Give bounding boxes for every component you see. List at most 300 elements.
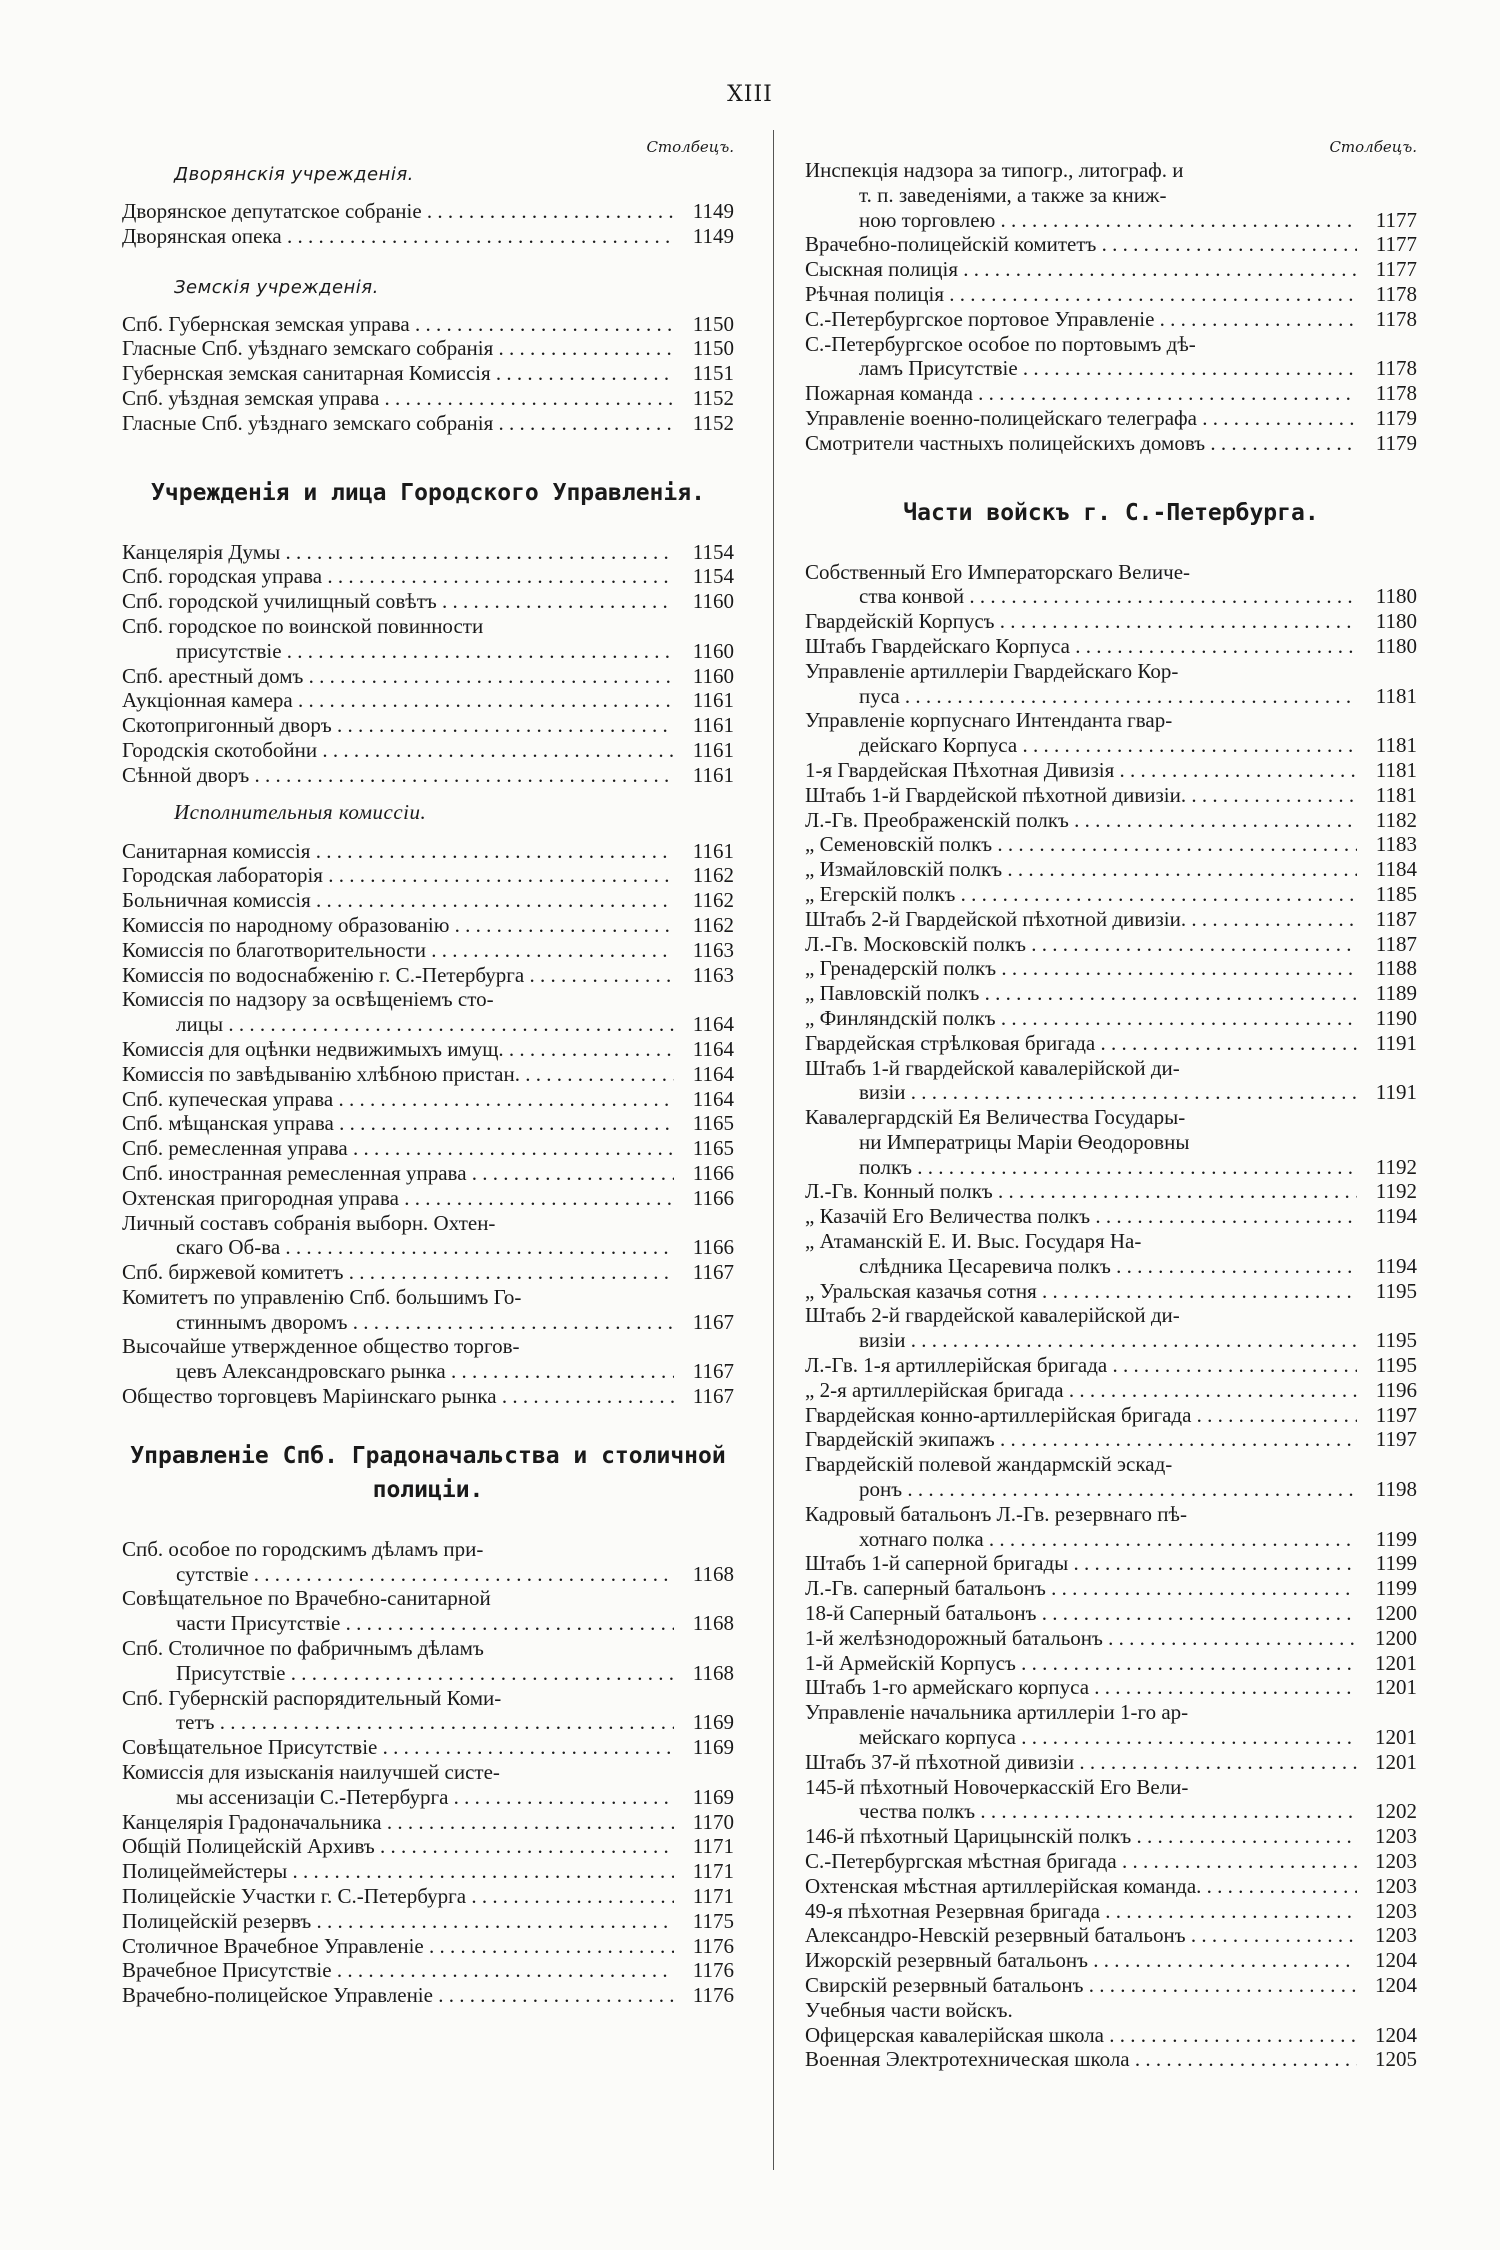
entry-column-number: 1181 [1375,683,1417,708]
index-entry [122,1285,734,1335]
entry-title-line: Свирскій резервный батальонъ . . . [805,1973,1357,1998]
entry-column-number: 1204 [1375,1948,1417,1973]
index-entry [122,564,734,589]
entry-column-number: 1170 [692,1809,734,1834]
index-entry [805,808,1417,833]
entry-title-line: визіи . . . [805,1328,1357,1353]
entry-title-line: визіи . . . [805,1080,1357,1105]
entry-column-number: 1204 [1375,1972,1417,1997]
entry-column-number: 1199 [1375,1526,1417,1551]
entry-column-number: 1176 [692,1983,734,2008]
entry-title-line: Врачебное Присутствіе . . . [122,1958,674,1983]
index-entry [805,1998,1417,2023]
index-entry [122,1586,734,1636]
entry-column-number: 1167 [692,1359,734,1384]
page-number: XIII [727,82,773,107]
index-entry [122,1909,734,1934]
entry-column-number: 1162 [692,912,734,937]
section-title: Исполнительныя комиссіи. [174,799,427,824]
entry-column-number: 1203 [1375,1873,1417,1898]
index-entry [805,1601,1417,1626]
index-entry [805,1378,1417,1403]
entry-column-number: 1171 [692,1859,734,1884]
entry-column-number: 1150 [692,336,734,361]
index-entry [805,381,1417,406]
index-entry [805,1651,1417,1676]
index-entry [805,1403,1417,1428]
entry-column-number: 1162 [692,863,734,888]
index-entry [122,1834,734,1859]
index-entry [805,1452,1417,1502]
entry-title-line: ства конвой . . . [805,584,1357,609]
entry-list [805,158,1417,456]
entry-title-line: Комиссія для изысканія наилучшей систе- [122,1760,500,1785]
index-entry [122,1636,734,1686]
index-entry [122,938,734,963]
entry-title-line: Штабъ 2-й Гвардейской пѣхотной дивизіи. . . . [805,907,1357,932]
index-entry [805,307,1417,332]
index-entry [805,232,1417,257]
entry-title-line: Управленіе артиллеріи Гвардейскаго Кор- [805,658,1179,683]
index-entry [805,758,1417,783]
entry-column-number: 1183 [1375,832,1417,857]
entry-column-number: 1161 [692,737,734,762]
index-entry [122,1384,734,1409]
entry-title-line: Охтенская пригородная управа . . . [122,1186,674,1211]
index-entry [122,1087,734,1112]
index-entry [122,1958,734,1983]
entry-title-line: Спб. Губернская земская управа . . . [122,312,674,337]
index-entry [122,1810,734,1835]
entry-column-number: 1166 [692,1235,734,1260]
entry-title-line: Спб. Губернскій распорядительный Коми- [122,1685,502,1710]
index-entry [122,386,734,411]
entry-column-number: 1203 [1375,1849,1417,1873]
entry-title-line: Аукціонная камера . . . [122,688,674,713]
entry-title-line: Врачебно-полицейское Управленіе . . . [122,1983,674,2008]
entry-title-line: Гвардейская стрѣлковая бригада . . . [805,1031,1357,1056]
section-heading: Управленіе Спб. Градоначальства и столичной полиціи. [130,1442,726,1503]
index-entry [805,431,1417,456]
entry-title-line: Л.-Гв. Конный полкъ . . . [805,1179,1357,1204]
entry-list [122,199,734,249]
entry-title-line: Присутствіе . . . [122,1661,674,1686]
entry-column-number: 1184 [1375,857,1417,882]
left-column [122,136,734,2008]
entry-title-line: Городская лабораторія . . . [122,863,674,888]
entry-column-number: 1205 [1375,2047,1417,2072]
entry-title-line: хотнаго полка . . . [805,1527,1357,1552]
entry-title-line: Л.-Гв. саперный батальонъ . . . [805,1576,1357,1601]
index-entry [122,1111,734,1136]
entry-title-line: присутствіе . . . [122,639,674,664]
index-entry [805,1948,1417,1973]
entry-title-line: Канцелярія Думы . . . [122,540,674,565]
index-entry [122,763,734,788]
entry-title-line: Врачебно-полицейскій комитетъ . . . [805,232,1357,257]
entry-title-line: 146-й пѣхотный Царицынскій полкъ . . . [805,1824,1357,1849]
index-entry [122,1334,734,1384]
entry-title-line: „ Уральская казачья сотня . . . [805,1279,1357,1304]
entry-title-line: дейскаго Корпуса . . . [805,733,1357,758]
entry-title-line: Гвардейскій полевой жандармскій эскад- [805,1452,1173,1477]
index-entry [805,609,1417,634]
section-title: Земскія учрежденія. [174,276,379,298]
index-entry [805,282,1417,307]
index-entry [805,1031,1417,1056]
entry-column-number: 1175 [692,1908,734,1933]
index-entry [805,1576,1417,1601]
entry-title-line: Штабъ 2-й гвардейской кавалерійской ди- [805,1303,1180,1328]
index-entry [805,1973,1417,1998]
entry-title-line: С.-Петербургское портовое Управленіе . . . [805,307,1357,332]
entry-column-number: 1151 [692,361,734,386]
entry-title-line: пуса . . . [805,684,1357,709]
index-entry [805,1675,1417,1700]
entry-title-line: Офицерская кавалерійская школа . . . [805,2023,1357,2048]
entry-column-number: 1149 [692,223,734,248]
entry-column-number: 1171 [692,1884,734,1909]
index-entry [122,1884,734,1909]
entry-title-line: Совѣщательное Присутствіе . . . [122,1735,674,1760]
entry-title-line: Л.-Гв. Преображенскій полкъ . . . [805,808,1357,833]
entry-column-number: 1164 [692,1036,734,1061]
entry-title-line: Больничная комиссія . . . [122,888,674,913]
entry-title-line: Комиссія по народному образованію . . . [122,913,674,938]
entry-title-line: Спб. биржевой комитетъ . . . [122,1260,674,1285]
entry-title-line: 18-й Саперный батальонъ . . . [805,1601,1357,1626]
entry-title-line: полкъ . . . [805,1155,1357,1180]
entry-title-line: „ Казачій Его Величества полкъ . . . [805,1204,1357,1229]
entry-title-line: ронъ . . . [805,1477,1357,1502]
entry-column-number: 1167 [692,1384,734,1409]
entry-column-number: 1189 [1375,981,1417,1006]
index-entry [805,2023,1417,2048]
entry-column-number: 1191 [1375,1030,1417,1055]
entry-column-number: 1201 [1375,1725,1417,1750]
entry-title-line: Совѣщательное по Врачебно-санитарной [122,1586,491,1611]
index-entry [805,1775,1417,1825]
entry-column-number: 1161 [692,713,734,738]
entry-column-number: 1163 [692,937,734,962]
entry-title-line: Л.-Гв. 1-я артиллерійская бригада . . . [805,1353,1357,1378]
entry-column-number: 1203 [1375,1824,1417,1849]
entry-column-number: 1165 [692,1136,734,1161]
index-entry [122,411,734,436]
entry-title-line: „ Егерскій полкъ . . . [805,882,1357,907]
column-label: Столбецъ. [1329,138,1417,156]
entry-title-line: Комиссія по благотворительности . . . [122,938,674,963]
entry-column-number: 1178 [1375,381,1417,406]
entry-title-line: Общество торговцевъ Маріинскаго рынка . . . [122,1384,674,1409]
entry-title-line: тетъ . . . [122,1710,674,1735]
index-entry [805,332,1417,382]
index-entry [805,1056,1417,1106]
entry-title-line: Штабъ 1-го армейскаго корпуса . . . [805,1675,1357,1700]
entry-title-line: 1-й Армейскій Корпусъ . . . [805,1651,1357,1676]
entry-title-line: Комиссія по водоснабженію г. С.-Петербурга . . . [122,963,674,988]
entry-title-line: Пожарная команда . . . [805,381,1357,406]
entry-title-line: части Присутствіе . . . [122,1611,674,1636]
index-entry [805,1353,1417,1378]
entry-column-number: 1181 [1375,782,1417,807]
entry-title-line: Спб. купеческая управа . . . [122,1087,674,1112]
entry-column-number: 1164 [692,1061,734,1086]
index-entry [805,882,1417,907]
index-entry [122,361,734,386]
entry-column-number: 1195 [1375,1353,1417,1378]
entry-column-number: 1154 [692,539,734,564]
entry-title-line: Общій Полицейскій Архивъ . . . [122,1834,674,1859]
index-entry [805,1750,1417,1775]
index-entry [122,589,734,614]
index-entry [805,1179,1417,1204]
entry-column-number: 1166 [692,1185,734,1210]
index-entry [122,1735,734,1760]
index-entry [805,1427,1417,1452]
entry-title-line: „ Финляндскій полкъ . . . [805,1006,1357,1031]
entry-title-line: Управленіе военно-полицейскаго телеграфа . . . [805,406,1357,431]
entry-column-number: 1199 [1375,1551,1417,1576]
index-entry [122,540,734,565]
entry-column-number: 1161 [692,688,734,713]
entry-title-line: Штабъ 1-й Гвардейской пѣхотной дивизіи. . . . [805,783,1357,808]
entry-list [122,1537,734,2008]
entry-column-number: 1185 [1375,881,1417,906]
entry-column-number: 1160 [692,638,734,663]
index-entry [805,1551,1417,1576]
entry-title-line: сутствіе . . . [122,1562,674,1587]
entry-column-number: 1201 [1375,1749,1417,1774]
entry-title-line: Дворянское депутатское собраніе . . . [122,199,674,224]
entry-column-number: 1179 [1375,405,1417,430]
entry-title-line: Комиссія по надзору за освѣщеніемъ сто- [122,987,494,1012]
entry-title-line: Штабъ 1-й гвардейской кавалерійской ди- [805,1055,1180,1080]
entry-column-number: 1201 [1375,1675,1417,1700]
entry-list [122,312,734,436]
index-entry [805,158,1417,232]
entry-column-number: 1168 [692,1561,734,1586]
entry-title-line: Столичное Врачебное Управленіе . . . [122,1934,674,1959]
entry-title-line: Спб. иностранная ремесленная управа . . . [122,1161,674,1186]
entry-title-line: Спб. мѣщанская управа . . . [122,1111,674,1136]
index-entry [122,1983,734,2008]
index-entry [122,312,734,337]
index-entry [122,738,734,763]
entry-list [122,839,734,1409]
index-entry [122,713,734,738]
index-entry [122,1037,734,1062]
entry-title-line: Собственный Его Императорскаго Величе- [805,559,1191,584]
index-entry [805,1824,1417,1849]
entry-title-line: Спб. городской училищный совѣтъ . . . [122,589,674,614]
entry-column-number: 1192 [1375,1154,1417,1179]
entry-column-number: 1194 [1375,1253,1417,1278]
entry-title-line: Дворянская опека . . . [122,224,674,249]
entry-column-number: 1203 [1375,1923,1417,1948]
index-entry [122,987,734,1037]
index-entry [122,336,734,361]
entry-column-number: 1191 [1375,1080,1417,1105]
entry-column-number: 1187 [1375,906,1417,931]
entry-title-line: Гласные Спб. уѣзднаго земскаго собранія . . . [122,411,674,436]
entry-column-number: 1167 [692,1309,734,1334]
right-column [805,136,1417,2072]
index-entry [805,406,1417,431]
index-entry [122,1062,734,1087]
entry-title-line: Канцелярія Градоначальника . . . [122,1810,674,1835]
entry-column-number: 1182 [1375,807,1417,832]
entry-column-number: 1202 [1375,1799,1417,1824]
index-entry [805,1105,1417,1179]
index-entry [805,1899,1417,1924]
index-entry [122,614,734,664]
index-entry [805,1229,1417,1279]
entry-title-line: Охтенская мѣстная артиллерійская команда. . . . [805,1874,1357,1899]
entry-title-line: „ Атаманскій Е. И. Выс. Государя На- [805,1229,1142,1254]
index-entry [805,257,1417,282]
index-entry [805,659,1417,709]
index-entry [122,1161,734,1186]
entry-title-line: Скотопригонный дворъ . . . [122,713,674,738]
entry-title-line: „ 2-я артиллерійская бригада . . . [805,1378,1357,1403]
entry-column-number: 1177 [1375,257,1417,282]
entry-title-line: Полицеймейстеры . . . [122,1859,674,1884]
entry-title-line: Губернская земская санитарная Комиссія . . . [122,361,674,386]
entry-title-line: Спб. городское по воинской повинности [122,613,484,638]
entry-title-line: Спб. Столичное по фабричнымъ дѣламъ [122,1636,484,1661]
entry-title-line: Городскія скотобойни . . . [122,738,674,763]
index-entry [805,1923,1417,1948]
index-entry [122,888,734,913]
entry-column-number: 1164 [692,1086,734,1111]
index-entry [122,1686,734,1736]
entry-title-line: 49-я пѣхотная Резервная бригада . . . [805,1899,1357,1924]
index-entry [122,1211,734,1261]
entry-column-number: 1190 [1375,1005,1417,1030]
entry-column-number: 1154 [692,564,734,589]
entry-title-line: скаго Об-ва . . . [122,1235,674,1260]
entry-title-line: цевъ Александровскаго рынка . . . [122,1359,674,1384]
entry-title-line: С.-Петербургское особое по портовымъ дѣ- [805,331,1196,356]
entry-column-number: 1177 [1375,232,1417,257]
entry-title-line: „ Гренадерскій полкъ . . . [805,956,1357,981]
entry-title-line: Александро-Невскій резервный батальонъ . . . [805,1923,1357,1948]
entry-column-number: 1171 [692,1834,734,1859]
entry-column-number: 1181 [1375,733,1417,758]
entry-title-line: Комитетъ по управленію Спб. большимъ Го- [122,1284,522,1309]
entry-title-line: стиннымъ дворомъ . . . [122,1310,674,1335]
index-entry [805,956,1417,981]
entry-title-line: Спб. ремесленная управа . . . [122,1136,674,1161]
index-entry [122,688,734,713]
section-heading: Части войскъ г. С.-Петербурга. [903,499,1319,526]
entry-column-number: 1180 [1375,609,1417,634]
entry-title-line: ни Императрицы Маріи Ѳеодоровны [859,1129,1190,1154]
entry-column-number: 1192 [1375,1179,1417,1204]
entry-title-line: Учебныя части войскъ. [805,1997,1013,2022]
index-entry [805,634,1417,659]
entry-column-number: 1167 [692,1260,734,1285]
entry-title-line: Спб. уѣздная земская управа . . . [122,386,674,411]
entry-column-number: 1204 [1375,2022,1417,2047]
entry-title-line: Кадровый батальонъ Л.-Гв. резервнаго пѣ- [805,1501,1187,1526]
entry-title-line: Л.-Гв. Московскій полкъ . . . [805,932,1357,957]
entry-column-number: 1176 [692,1933,734,1958]
entry-column-number: 1198 [1375,1477,1417,1502]
entry-title-line: 145-й пѣхотный Новочеркасскій Его Вели- [805,1774,1189,1799]
entry-column-number: 1195 [1375,1278,1417,1303]
entry-title-line: Гвардейская конно-артиллерійская бригада . . . [805,1403,1357,1428]
index-entry [122,199,734,224]
index-entry [805,783,1417,808]
entry-column-number: 1178 [1375,281,1417,306]
index-entry [122,839,734,864]
entry-column-number: 1187 [1375,931,1417,956]
entry-column-number: 1177 [1375,207,1417,232]
section-heading: Учрежденія и лица Городского Управленія. [151,479,705,506]
entry-column-number: 1164 [692,1012,734,1037]
entry-title-line: слѣдника Цесаревича полкъ . . . [805,1254,1357,1279]
index-entry [805,2047,1417,2072]
entry-title-line: Ижорскій резервный батальонъ . . . [805,1948,1357,1973]
entry-title-line: ною торговлею . . . [805,208,1357,233]
entry-column-number: 1152 [692,385,734,410]
entry-title-line: Комиссія по завѣдыванію хлѣбною пристан. . . . [122,1062,674,1087]
index-entry [805,1626,1417,1651]
index-entry [122,963,734,988]
entry-column-number: 1200 [1375,1601,1417,1626]
entry-title-line: Кавалергардскій Ея Величества Государы- [805,1105,1186,1130]
entry-list [805,560,1417,2073]
entry-column-number: 1168 [692,1611,734,1636]
entry-column-number: 1194 [1375,1204,1417,1229]
index-entry [122,1859,734,1884]
entry-title-line: Управленіе начальника артиллеріи 1-го ар- [805,1700,1189,1725]
entry-column-number: 1169 [692,1784,734,1809]
entry-title-line: Штабъ 37-й пѣхотной дивизіи . . . [805,1750,1357,1775]
entry-title-line: Гвардейскій экипажъ . . . [805,1427,1357,1452]
index-entry [122,664,734,689]
index-entry [122,1537,734,1587]
entry-title-line: Гвардейскій Корпусъ . . . [805,609,1357,634]
entry-column-number: 1196 [1375,1377,1417,1402]
entry-column-number: 1197 [1375,1402,1417,1427]
entry-title-line: Сыскная полиція . . . [805,257,1357,282]
index-entry [805,932,1417,957]
entry-column-number: 1178 [1375,356,1417,381]
entry-column-number: 1152 [692,410,734,435]
index-entry [805,1502,1417,1552]
index-entry [805,907,1417,932]
entry-title-line: Полицейскіе Участки г. С.-Петербурга . . . [122,1884,674,1909]
entry-title-line: чества полкъ . . . [805,1799,1357,1824]
entry-title-line: лицы . . . [122,1012,674,1037]
entry-title-line: Гласные Спб. уѣзднаго земскаго собранія . . . [122,336,674,361]
entry-column-number: 1195 [1375,1328,1417,1353]
entry-column-number: 1179 [1375,430,1417,455]
entry-column-number: 1166 [692,1160,734,1185]
entry-column-number: 1180 [1375,633,1417,658]
index-entry [805,832,1417,857]
index-entry [122,1136,734,1161]
entry-title-line: Рѣчная полиція . . . [805,282,1357,307]
index-entry [122,863,734,888]
entry-column-number: 1181 [1375,757,1417,782]
entry-column-number: 1160 [692,663,734,688]
entry-title-line: т. п. заведеніями, а также за книж- [859,182,1167,207]
index-entry [122,1186,734,1211]
